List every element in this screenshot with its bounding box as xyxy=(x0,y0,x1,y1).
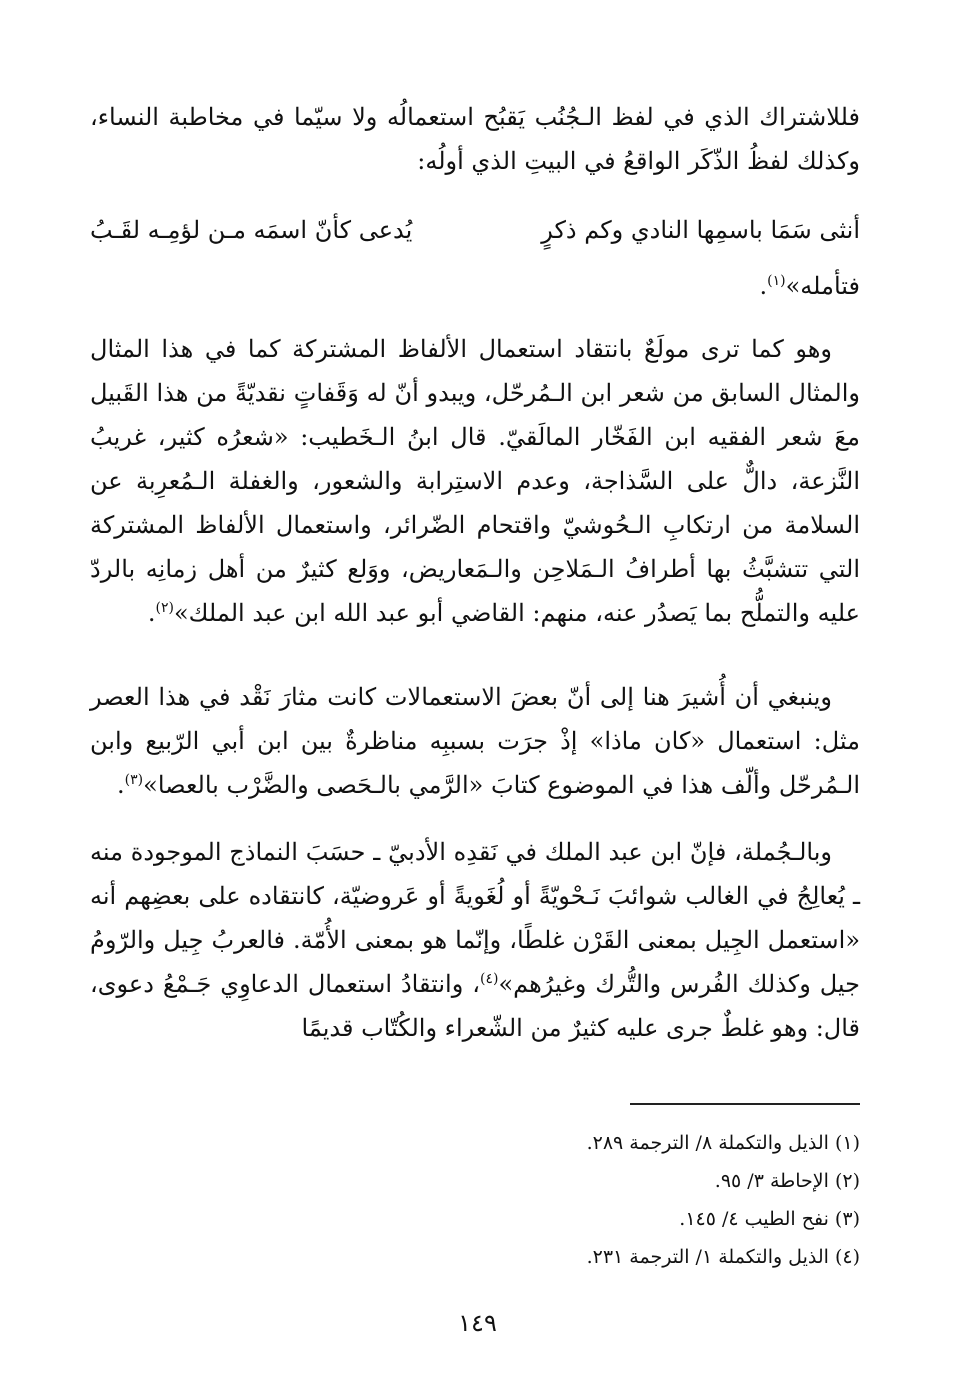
paragraph-4-text-after-ref: ، وانتقادُ استعمال الدعاوِي جَـمْعُ دعوى، قال: وهو غلطٌ جرى عليه كثيرٌ من الشّعراء والكُتّاب قديمًا xyxy=(90,970,860,1042)
footnote-ref-1[interactable]: (١) xyxy=(767,273,786,289)
paragraph-3-text: وينبغي أن أُشيرَ هنا إلى أنّ بعضَ الاستعمالات كانت مثارَ نَقْد في هذا العصر مثل: استعمال «كان ماذا» إذْ جرَت بسببِه مناظرةٌ بين ابن أبي الرّبيع وابن الـمُرحّل وألّف هذا في الموضوع كتابَ «الرَّمي بالـحَصى والضَّرْب بالعصا» xyxy=(90,683,860,799)
paragraph-1 xyxy=(90,95,860,183)
paragraph-4 xyxy=(90,830,860,1050)
paragraph-3 xyxy=(90,675,860,807)
footnote-2: (٢) الإحاطة ٣/ ٩٥. xyxy=(714,1170,860,1192)
footnote-ref-2[interactable]: (٢) xyxy=(155,600,174,616)
footnote-4: (٤) الذيل والتكملة ١/ الترجمة ٢٣١. xyxy=(586,1246,860,1268)
paragraph-1-end-stop: . xyxy=(759,272,768,300)
footnote-ref-3[interactable]: (٣) xyxy=(124,772,144,788)
page-number: ١٤٩ xyxy=(458,1309,497,1337)
paragraph-2-text: وهو كما ترى مولَعٌ بانتقاد استعمال الألفاظ المشتركة كما في هذا المثال والمثال السابق من شعر ابن الـمُرحّل، ويبدو أنّ له وَقَفاتٍ نقديّةً من هذا القَبيل معَ شعر الفقيه ابن الفَخّار المالَقيّ. قال ابنُ الـخَطيب: «شعرُه كثير، غريبُ النَّزعة، دالٌّ على السَّذاجة، وعدم الاستِرابة والشعور، والغفلة الـمُعرِبة عن السلامة من ارتكابِ الـحُوشيّ واقتحام الضّرائر، واستعمال الألفاظ المشتركة التي تتشبَّثُ بها أطرافُ الـمَلاحِن والـمَعاريض، ووَلع كثيرٌ من أهل زمانِه بالردّ عليه والتملُّح بما يَصدُر عنه، منهم: القاضي أبو عبد الله ابن عبد الملك» xyxy=(90,335,861,627)
paragraph-2-end: . xyxy=(147,599,156,627)
paragraph-1-text: فللاشتراك الذي في لفظ الـجُنُب يَقبُح استعمالُه ولا سيّما في مخاطبة النساء، وكذلك لفظُ الذّكَر الواقعُ في البيتِ الذي أولُه: xyxy=(90,103,860,175)
paragraph-1-end-text: فتأمله» xyxy=(785,272,860,300)
footnote-divider xyxy=(630,1103,860,1105)
poem-verse xyxy=(90,208,860,252)
footnote-3: (٣) نفح الطيب ٤/ ١٤٥. xyxy=(679,1208,860,1230)
paragraph-1-ending xyxy=(760,264,861,308)
footnote-1: (١) الذيل والتكملة ٨/ الترجمة ٢٨٩. xyxy=(586,1132,860,1154)
footnotes xyxy=(90,1124,860,1276)
paragraph-2 xyxy=(90,327,860,635)
paragraph-3-end: . xyxy=(117,771,125,799)
footnote-ref-4[interactable]: (٤) xyxy=(479,971,499,987)
verse-second-hemistich: يُدعى كأنّ اسمَه مـن لؤمِـه لقَـبُ xyxy=(90,216,413,244)
verse-first-hemistich: أنثى سَمَا باسمِها النادي وكم ذكرٍ xyxy=(541,216,860,244)
paragraph-4-text-before-ref: وبالـجُملة، فإنّ ابن عبد الملك في نَقدِه الأدبيّ ـ حسَبَ النماذج الموجودة منه ـ يُعالِجُ في الغالب شوائبَ نَـحْويّةً أو لُغَويةً أو عَروضيّة، كانتقاده على بعضِهم أنه «استعمل الجِيل بمعنى القَرْن غلطًا، وإنّما هو بمعنى الأُمّة. فالعربُ جِيل والرّومُ جيل وكذلك الفُرس والتُّرك وغيرُهم» xyxy=(90,838,860,998)
